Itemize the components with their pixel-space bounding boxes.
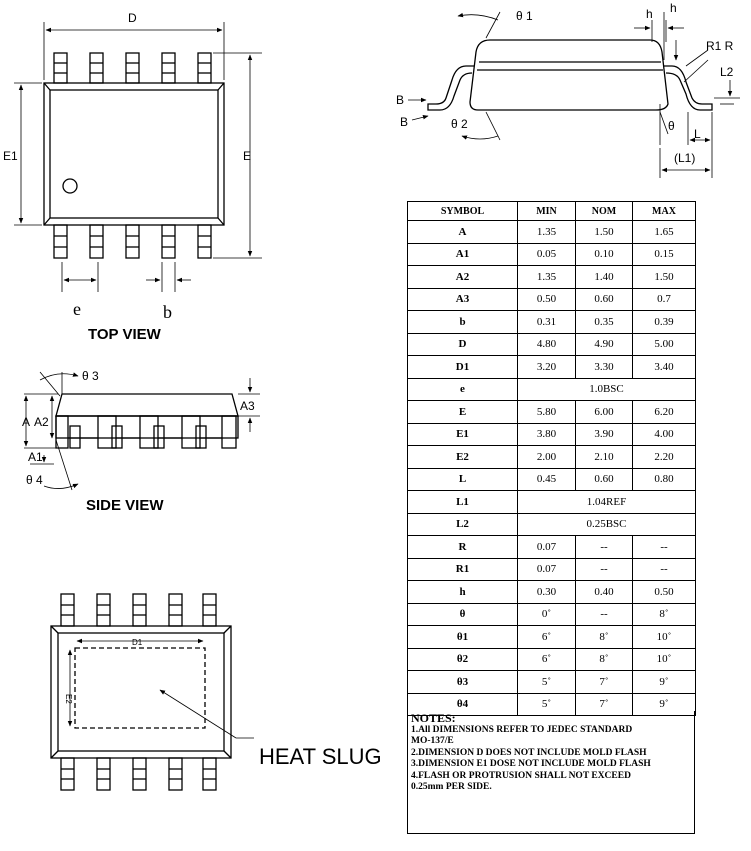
nom-cell: -- <box>576 603 633 626</box>
table-row <box>408 536 696 559</box>
dim-label-L: L <box>694 127 701 141</box>
symbol-cell: L1 <box>408 491 518 514</box>
max-cell: 5.00 <box>633 333 696 356</box>
symbol-cell: h <box>408 581 518 604</box>
symbol-cell: θ <box>408 603 518 626</box>
dim-label-L1: (L1) <box>674 151 696 165</box>
pin1-marker <box>63 179 77 193</box>
nom-cell: 0.60 <box>576 288 633 311</box>
top-view-title: TOP VIEW <box>88 326 161 343</box>
nom-cell: 0.40 <box>576 581 633 604</box>
min-cell: 0.30 <box>518 581 576 604</box>
table-row <box>408 288 696 311</box>
max-cell: 4.00 <box>633 423 696 446</box>
min-cell: 5˚ <box>518 671 576 694</box>
dim-label-A3: A3 <box>240 399 255 413</box>
nom-cell: 4.90 <box>576 333 633 356</box>
max-cell: 10˚ <box>633 626 696 649</box>
max-cell: 0.39 <box>633 311 696 334</box>
dim-label-theta3: θ 3 <box>82 369 99 383</box>
value-cell-span: 1.0BSC <box>518 378 696 401</box>
note-line: 3.DIMENSION E1 DOSE NOT INCLUDE MOLD FLASH <box>411 759 651 769</box>
nom-cell: 8˚ <box>576 626 633 649</box>
dim-label-R1R: R1 R <box>706 39 734 53</box>
table-row <box>408 671 696 694</box>
max-cell: 8˚ <box>633 603 696 626</box>
min-cell: 5˚ <box>518 693 576 716</box>
dim-label-E1: E1 <box>3 149 18 163</box>
symbol-cell: R <box>408 536 518 559</box>
table-header-row <box>408 202 696 221</box>
nom-cell: 2.10 <box>576 446 633 469</box>
table-row <box>408 356 696 379</box>
dim-label-D1: D1 <box>132 638 143 647</box>
heat-slug-outline <box>75 648 205 728</box>
table-row <box>408 243 696 266</box>
min-cell: 3.80 <box>518 423 576 446</box>
dim-label-B2: B <box>400 115 409 129</box>
min-cell: 4.80 <box>518 333 576 356</box>
table-row <box>408 603 696 626</box>
nom-cell: 1.50 <box>576 221 633 244</box>
table-row <box>408 446 696 469</box>
max-cell: 9˚ <box>633 693 696 716</box>
value-cell-span: 1.04REF <box>518 491 696 514</box>
max-cell: 0.15 <box>633 243 696 266</box>
nom-cell: 7˚ <box>576 693 633 716</box>
dim-label-A2: A2 <box>34 415 49 429</box>
top-view-upper-pins <box>54 53 211 83</box>
nom-cell: -- <box>576 536 633 559</box>
dim-label-theta1: θ 1 <box>516 9 533 23</box>
nom-cell: 6.00 <box>576 401 633 424</box>
max-cell: 1.50 <box>633 266 696 289</box>
side-view-leads <box>56 416 236 448</box>
symbol-cell: A2 <box>408 266 518 289</box>
symbol-cell: D1 <box>408 356 518 379</box>
table-row <box>408 626 696 649</box>
symbol-cell: b <box>408 311 518 334</box>
min-cell: 0˚ <box>518 603 576 626</box>
note-line: 4.FLASH OR PROTRUSION SHALL NOT EXCEED <box>411 770 631 781</box>
bottom-view-upper-pins <box>61 594 216 626</box>
max-cell: -- <box>633 536 696 559</box>
symbol-cell: A3 <box>408 288 518 311</box>
table-row <box>408 468 696 491</box>
dim-label-D: D <box>128 11 137 25</box>
symbol-cell: E2 <box>408 446 518 469</box>
dim-label-h2: h <box>670 1 677 15</box>
table-row <box>408 648 696 671</box>
dim-label-A1: A1 <box>28 450 43 464</box>
min-cell: 6˚ <box>518 626 576 649</box>
side-view-title: SIDE VIEW <box>86 497 164 514</box>
min-cell: 5.80 <box>518 401 576 424</box>
bottom-view-lower-pins <box>61 758 216 790</box>
min-cell: 0.07 <box>518 558 576 581</box>
note-line: MO-137/E <box>411 736 454 746</box>
max-cell: 2.20 <box>633 446 696 469</box>
max-cell: 10˚ <box>633 648 696 671</box>
notes-heading: NOTES: <box>411 711 456 725</box>
nom-cell: 7˚ <box>576 671 633 694</box>
nom-cell: 0.10 <box>576 243 633 266</box>
table-row <box>408 378 696 401</box>
table-row <box>408 581 696 604</box>
symbol-cell: L <box>408 468 518 491</box>
nom-cell: -- <box>576 558 633 581</box>
table-row <box>408 333 696 356</box>
min-cell: 0.50 <box>518 288 576 311</box>
min-cell: 0.31 <box>518 311 576 334</box>
max-cell: 1.65 <box>633 221 696 244</box>
max-cell: 0.80 <box>633 468 696 491</box>
dim-label-b: b <box>163 302 172 322</box>
top-view-lower-pins <box>54 225 211 258</box>
max-cell: 0.50 <box>633 581 696 604</box>
min-cell: 0.07 <box>518 536 576 559</box>
max-cell: 0.7 <box>633 288 696 311</box>
nom-cell: 3.90 <box>576 423 633 446</box>
nom-cell: 0.60 <box>576 468 633 491</box>
note-line: 1.All DIMENSIONS REFER TO JEDEC STANDARD <box>411 724 633 735</box>
notes-block <box>407 711 695 834</box>
symbol-cell: E1 <box>408 423 518 446</box>
heat-slug-callout: HEAT SLUG <box>259 744 382 769</box>
symbol-cell: θ3 <box>408 671 518 694</box>
dim-label-B1: B <box>396 93 405 107</box>
dim-label-E2: E2 <box>64 694 73 704</box>
nom-cell: 1.40 <box>576 266 633 289</box>
top-view-body <box>44 83 224 225</box>
dim-label-L2: L2 <box>720 65 734 79</box>
max-cell: 3.40 <box>633 356 696 379</box>
col-header-max: MAX <box>633 202 696 221</box>
bottom-view <box>51 594 254 790</box>
nom-cell: 8˚ <box>576 648 633 671</box>
note-line: 2.DIMENSION D DOES NOT INCLUDE MOLD FLASH <box>411 747 647 758</box>
dimension-table <box>407 201 696 716</box>
dim-label-theta2: θ 2 <box>451 117 468 131</box>
max-cell: 9˚ <box>633 671 696 694</box>
symbol-cell: θ2 <box>408 648 518 671</box>
value-cell-span: 0.25BSC <box>518 513 696 536</box>
col-header-symbol: SYMBOL <box>408 202 518 221</box>
dim-label-theta4: θ 4 <box>26 473 43 487</box>
symbol-cell: D <box>408 333 518 356</box>
top-view <box>14 22 262 292</box>
table-row <box>408 491 696 514</box>
table-row <box>408 558 696 581</box>
table-row <box>408 311 696 334</box>
symbol-cell: θ1 <box>408 626 518 649</box>
nom-cell: 0.35 <box>576 311 633 334</box>
table-row <box>408 513 696 536</box>
dim-label-theta: θ <box>668 119 675 133</box>
nom-cell: 3.30 <box>576 356 633 379</box>
dim-label-h1: h <box>646 7 653 21</box>
side-view <box>24 372 260 490</box>
dim-label-E: E <box>243 149 252 163</box>
min-cell: 1.35 <box>518 221 576 244</box>
table-row <box>408 221 696 244</box>
table-row <box>408 401 696 424</box>
min-cell: 3.20 <box>518 356 576 379</box>
dim-label-e: e <box>73 299 81 319</box>
table-row <box>408 423 696 446</box>
min-cell: 2.00 <box>518 446 576 469</box>
symbol-cell: e <box>408 378 518 401</box>
symbol-cell: A <box>408 221 518 244</box>
col-header-min: MIN <box>518 202 576 221</box>
table-row <box>408 266 696 289</box>
min-cell: 1.35 <box>518 266 576 289</box>
col-header-nom: NOM <box>576 202 633 221</box>
min-cell: 0.05 <box>518 243 576 266</box>
dim-label-A: A <box>22 415 31 429</box>
min-cell: 0.45 <box>518 468 576 491</box>
symbol-cell: A1 <box>408 243 518 266</box>
symbol-cell: E <box>408 401 518 424</box>
max-cell: 6.20 <box>633 401 696 424</box>
max-cell: -- <box>633 558 696 581</box>
min-cell: 6˚ <box>518 648 576 671</box>
symbol-cell: R1 <box>408 558 518 581</box>
note-line: 0.25mm PER SIDE. <box>411 782 492 792</box>
symbol-cell: θ4 <box>408 693 518 716</box>
symbol-cell: L2 <box>408 513 518 536</box>
